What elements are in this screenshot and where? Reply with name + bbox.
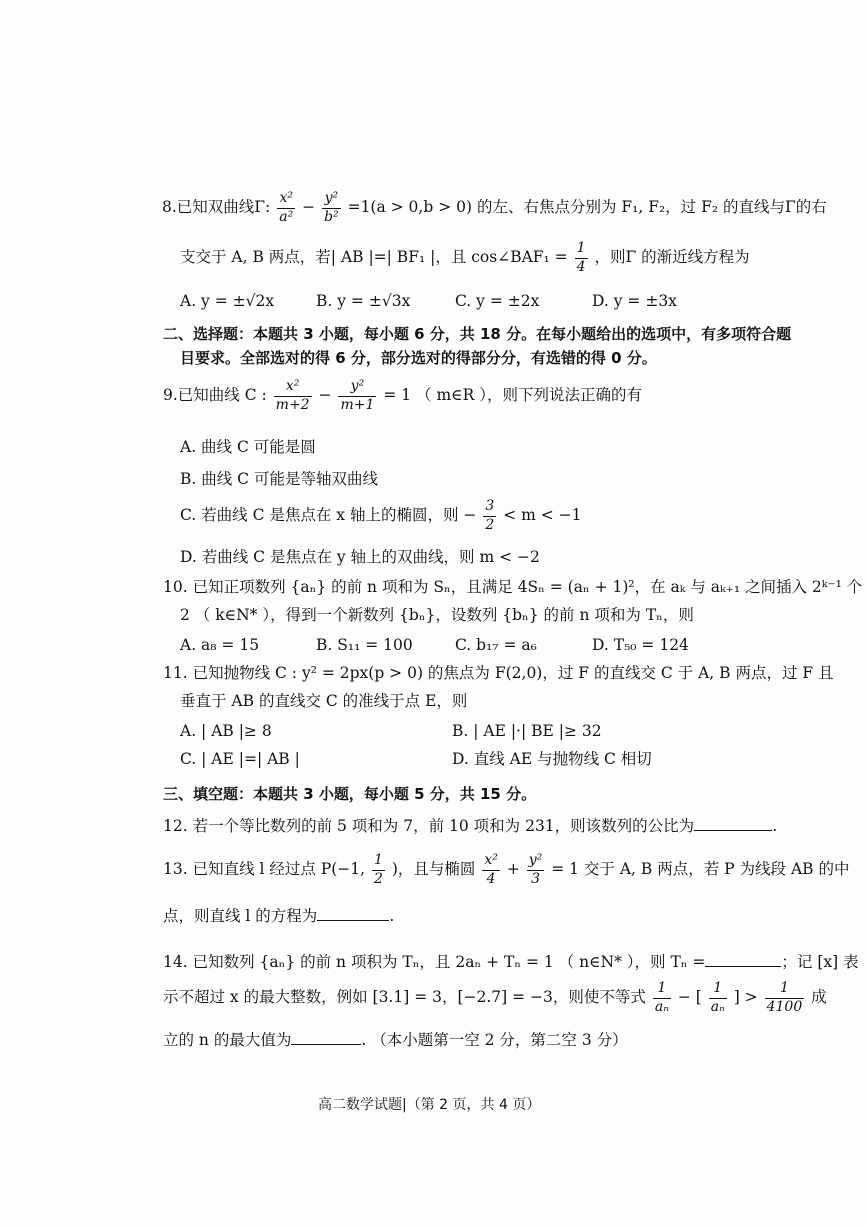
q8-frac-quarter [575,240,588,276]
q8-option-d: D. y = ±3x [592,292,677,310]
q14-line2 [163,980,827,1016]
q8-text-a: 8.已知双曲线Γ: [162,198,271,216]
q8-text-c: 支交于 A, B 两点，若| AB |=| BF₁ |，且 cos∠BAF₁ = [180,248,568,266]
q14-frac-1 [653,980,671,1016]
q9-text-b: = 1 （ m∈R ），则下列说法正确的有 [383,386,642,404]
q13-line1 [163,852,849,888]
q9-minus: − [318,386,332,404]
q10-option-d: D. T₅₀ = 124 [592,636,689,654]
q9-option-d: D. 若曲线 C 是焦点在 y 轴上的双曲线，则 m < −2 [180,548,540,566]
q14-line1 [163,952,859,972]
q9-frac-x-num: x² [274,378,312,397]
q14-frac-3-den: 4100 [766,998,803,1015]
q10-line1: 10. 已知正项数列 {aₙ} 的前 n 项和为 Sₙ，且满足 4Sₙ = (aₙ + 1)²，在 aₖ 与 aₖ₊₁ 之间插入 2ᵏ⁻¹ 个 [163,578,863,596]
section3-heading: 三、填空题：本题共 3 小题，每小题 5 分，共 15 分。 [163,785,537,803]
q9-frac-y [338,378,376,414]
q8-frac-x-den: a² [279,208,294,225]
q14-frac-2-den: aₙ [710,998,725,1015]
q8-frac-y-den: b² [324,208,339,225]
q14-text-c: 示不超过 x 的最大整数，例如 [3.1] = 3，[−2.7] = −3，则使不等式 [163,988,646,1006]
q12-text: 12. 若一个等比数列的前 5 项和为 7，前 10 项和为 231，则该数列的公比为 [163,817,695,835]
q8-line2 [180,240,750,276]
q9-option-b: B. 曲线 C 可能是等轴双曲线 [180,470,378,488]
q9-frac-y-num: y² [338,378,376,397]
q13-frac-half-num: 1 [372,852,385,871]
q11-line2: 垂直于 AB 的直线交 C 的准线于点 E，则 [180,692,468,710]
q11-line1: 11. 已知抛物线 C : y² = 2px(p > 0) 的焦点为 F(2,0)，过 F 的直线交 C 于 A, B 两点，过 F 且 [163,664,834,682]
q9-frac-x-den: m+2 [275,396,310,413]
q14-text-d: 成 [811,988,827,1006]
q8-minus: − [302,198,316,216]
q10-option-b: B. S₁₁ = 100 [316,636,413,654]
section2-heading: 二、选择题：本题共 3 小题，每小题 6 分，共 18 分。在每小题给出的选项中，有多项符合题 [163,325,792,343]
q13-frac-half-den: 2 [374,870,383,887]
q14-mid: − [ [677,988,702,1006]
q11-option-a: A. | AB |≥ 8 [180,722,272,740]
q11-option-b: B. | AE |·| BE |≥ 32 [452,722,602,740]
q9-option-c [180,498,582,534]
q14-text-f: . （本小题第一空 2 分，第二空 3 分） [361,1031,628,1049]
q9-frac-three-halves [483,498,496,534]
q14-answer-blank-1[interactable] [705,952,781,967]
q9-frac-three-halves-den: 2 [485,516,495,533]
section2-heading-cont: 目要求。全部选对的得 6 分，部分选对的得部分分，有选错的得 0 分。 [180,349,657,367]
q11-option-d: D. 直线 AE 与抛物线 C 相切 [452,750,652,768]
q9-frac-three-halves-num: 3 [483,498,496,517]
q9-line1 [163,378,642,414]
q14-frac-2-num: 1 [709,980,727,999]
q8-frac-x-num: x² [277,190,295,209]
q13-frac-half [372,852,385,888]
q8-text-d: ，则Γ 的渐近线方程为 [594,248,750,266]
q9-option-a: A. 曲线 C 可能是圆 [180,438,316,456]
q9-frac-x [274,378,312,414]
q8-frac-y-num: y² [322,190,341,209]
q14-frac-2 [709,980,727,1016]
q14-frac-1-num: 1 [653,980,671,999]
q13-period: . [389,907,395,925]
q10-option-c: C. b₁₇ = a₆ [455,636,537,654]
q9-option-c-tail: < m < −1 [503,506,582,524]
q12-period: . [772,817,778,835]
q10-line2: 2 （ k∈N* ），得到一个新数列 {bₙ}，设数列 {bₙ} 的前 n 项和为 Tₙ，则 [180,606,694,624]
q13-plus: + [506,860,520,878]
q14-answer-blank-2[interactable] [291,1030,361,1045]
q13-frac-x-num: x² [482,852,500,871]
q13-text-b: )，且与椭圆 [391,860,476,878]
q8-text-b: =1(a > 0,b > 0) 的左、右焦点分别为 F₁, F₂，过 F₂ 的直线与Γ的右 [347,198,827,216]
q13-frac-y [527,852,545,888]
q13-frac-x [482,852,500,888]
q9-frac-y-den: m+1 [340,396,375,413]
q9-text-a: 9.已知曲线 C : [163,386,267,404]
q13-frac-y-den: 3 [531,870,540,887]
q12-answer-blank[interactable] [694,816,772,831]
q12-line [163,816,777,836]
q8-frac-quarter-num: 1 [575,240,588,259]
q10-option-a: A. a₈ = 15 [180,636,260,654]
q14-line3 [163,1030,628,1050]
q8-option-c: C. y = ±2x [455,292,540,310]
q8-frac-x [277,190,295,226]
q13-text-d: 点，则直线 l 的方程为 [163,907,318,925]
q13-frac-y-num: y² [527,852,545,871]
q8-frac-y [322,190,341,226]
q8-option-a: A. y = ±√2x [180,292,275,310]
q13-answer-blank[interactable] [317,906,389,921]
q8-line1 [162,190,827,226]
q11-option-c: C. | AE |=| AB | [180,750,300,768]
q8-frac-quarter-den: 4 [576,258,586,275]
q14-text-b: ；记 [x] 表 [781,953,859,971]
q14-frac-1-den: aₙ [654,998,669,1015]
q9-option-c-text: C. 若曲线 C 是焦点在 x 轴上的椭圆，则 − [180,506,477,524]
q13-line2 [163,906,394,926]
q14-text-e: 立的 n 的最大值为 [163,1031,292,1049]
q14-frac-3 [765,980,805,1016]
page-footer: 高二数学试题|（第 2 页，共 4 页） [318,1097,541,1113]
q13-text-a: 13. 已知直线 l 经过点 P(−1, [163,860,366,878]
q14-frac-3-num: 1 [765,980,805,999]
q13-text-c: = 1 交于 A, B 两点，若 P 为线段 AB 的中 [551,860,850,878]
q14-gt: ] > [733,988,758,1006]
q14-text-a: 14. 已知数列 {aₙ} 的前 n 项积为 Tₙ，且 2aₙ + Tₙ = 1 （ n∈N* ），则 Tₙ = [163,953,706,971]
q13-frac-x-den: 4 [486,870,496,887]
q8-option-b: B. y = ±√3x [316,292,411,310]
